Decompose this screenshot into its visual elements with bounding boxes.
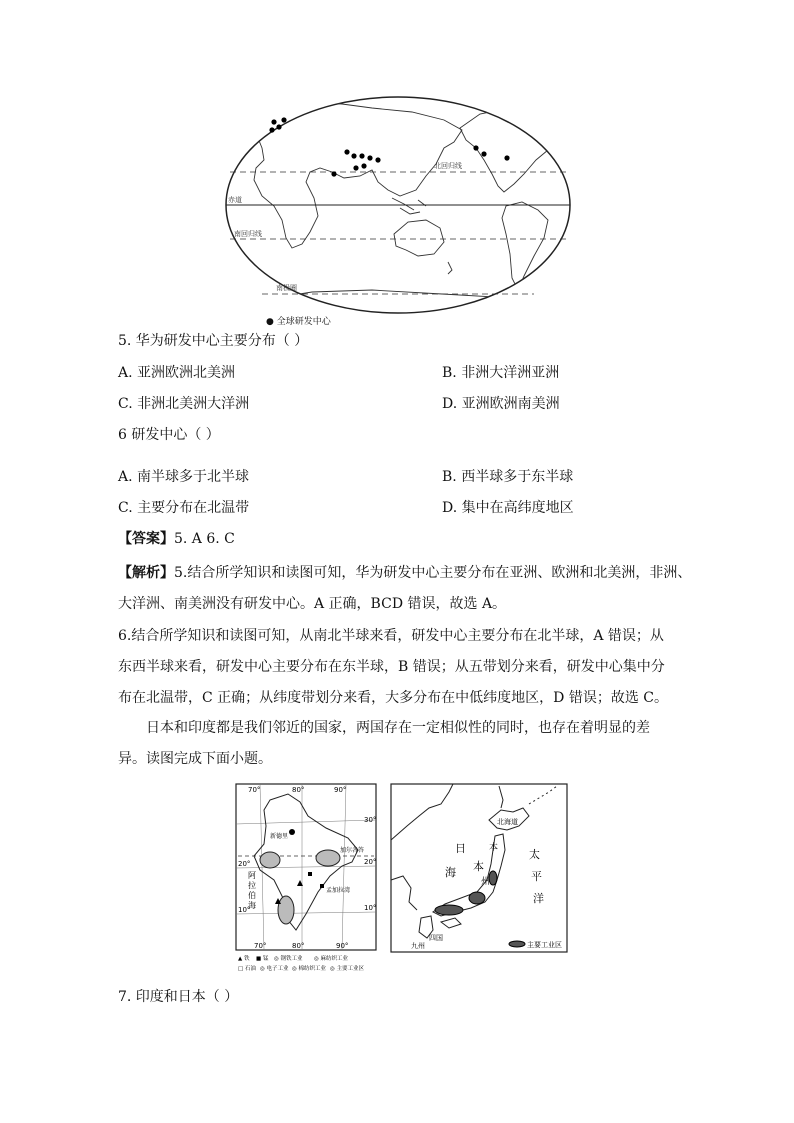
lat-left-20: 20° — [238, 860, 251, 868]
india-legend-manganese: ■ 锰 — [256, 956, 269, 962]
answer-line — [118, 529, 235, 549]
lat-left-10: 10° — [238, 906, 251, 914]
world-map-legend — [266, 314, 331, 327]
label-shikoku: 四国 — [429, 934, 443, 942]
answer-text: 5. A 6. C — [174, 531, 235, 547]
rd-center-dot — [351, 153, 356, 158]
rd-center-dot — [269, 127, 274, 132]
q5-stem: 5. 华为研发中心主要分布（ ） — [118, 333, 309, 349]
industrial-zone-mumbai — [260, 852, 280, 868]
analysis-line-1 — [118, 563, 691, 583]
india-legend-iron: ▲ 铁 — [238, 956, 250, 962]
intro-line-2: 异。读图完成下面小题。 — [118, 751, 272, 767]
india-legend-steel: ◎ 钢铁工业 — [274, 956, 303, 962]
world-map — [222, 94, 574, 316]
label-sea-of-japan-char: 海 — [445, 866, 456, 879]
city-kolkata: 加尔各答 — [340, 847, 365, 854]
industrial-zone-south — [278, 896, 294, 924]
q5-option-a: A. 亚洲欧洲北美洲 — [118, 365, 236, 381]
analysis-p2-line1: 6.结合所学知识和读图可知，从南北半球来看，研发中心主要分布在北半球，A 错误；从 — [118, 628, 664, 644]
q6-option-d: D. 集中在高纬度地区 — [442, 500, 574, 516]
q6-option-b: B. 西半球多于东半球 — [442, 469, 574, 485]
rd-center-dot — [281, 117, 286, 122]
japan-legend-label: 主要工业区 — [527, 941, 562, 949]
intro-line-1: 日本和印度都是我们邻近的国家，两国存在一定相似性的同时，也存在着明显的差 — [146, 720, 650, 736]
india-legend-jute: ◎ 麻纺织工业 — [314, 956, 349, 962]
industrial-belt-east — [469, 892, 485, 904]
industrial-belt-west — [435, 905, 463, 915]
rd-center-dot — [375, 157, 380, 162]
india-legend-cotton: ◎ 棉纺织工业 — [292, 966, 327, 972]
arabian-sea-char: 阿 — [248, 871, 256, 880]
rd-center-dot — [367, 155, 372, 160]
india-legend-oil: □ 石油 — [238, 966, 256, 972]
new-delhi-marker — [289, 829, 295, 835]
lon-top-80: 80° — [292, 786, 305, 794]
antarctic-circle-label: 南极圈 — [276, 284, 297, 292]
lat-right-30: 30° — [364, 816, 377, 824]
lon-bottom-80: 80° — [292, 942, 305, 950]
rd-center-dot — [359, 153, 364, 158]
q5-option-c: C. 非洲北美洲大洋洲 — [118, 396, 250, 412]
analysis-p2-line2: 东西半球来看，研发中心主要分布在东半球，B 错误；从五带划分来看，研发中心集中分 — [118, 659, 665, 675]
rd-center-dot — [344, 149, 349, 154]
rd-center-dot — [504, 155, 509, 160]
rd-center-dot — [361, 163, 366, 168]
rd-center-dot — [331, 171, 336, 176]
label-hokkaido: 北海道 — [497, 818, 518, 826]
arabian-sea-char: 拉 — [248, 881, 256, 890]
lon-bottom-90: 90° — [336, 942, 349, 950]
india-map-figure — [230, 780, 382, 976]
place-bay-of-bengal: 孟加拉湾 — [326, 887, 351, 894]
analysis-p1-line1: 5.结合所学知识和读图可知，华为研发中心主要分布在亚洲、欧洲和北美洲，非洲、 — [174, 565, 692, 581]
tropic-of-capricorn-label: 南回归线 — [234, 230, 262, 238]
analysis-p2-line3: 布在北温带，C 正确；从纬度带划分来看，大多分布在中低纬度地区，D 错误；故选 C。 — [118, 690, 668, 706]
label-sea-of-japan-char: 本 — [473, 860, 484, 873]
label-sea-of-japan-char: 日 — [455, 842, 466, 855]
arabian-sea-char: 伯 — [248, 891, 256, 900]
q6-option-a: A. 南半球多于北半球 — [118, 469, 250, 485]
label-honshu-char: 本 — [489, 843, 499, 853]
q6-stem: 6 研发中心（ ） — [118, 427, 220, 443]
rd-center-dot — [481, 151, 486, 156]
japan-legend-swatch — [509, 941, 525, 947]
industrial-belt-tokyo — [489, 871, 497, 885]
legend-dot-icon: ● — [266, 317, 274, 327]
world-map-legend-label: 全球研发中心 — [276, 317, 331, 327]
q6-option-c: C. 主要分布在北温带 — [118, 500, 250, 516]
lat-right-20: 20° — [364, 858, 377, 866]
manganese-symbol — [320, 884, 324, 888]
label-honshu-char: 州 — [481, 877, 491, 887]
lon-bottom-70: 70° — [254, 942, 267, 950]
rd-center-dot — [353, 165, 358, 170]
answer-tag: 【答案】 — [118, 531, 174, 547]
landmass-greenland — [282, 100, 300, 114]
lat-right-10: 10° — [364, 904, 377, 912]
label-pacific-char: 太 — [529, 848, 540, 861]
q5-option-b: B. 非洲大洋洲亚洲 — [442, 365, 560, 381]
analysis-p1-line2: 大洋洲、南美洲没有研发中心。A 正确，BCD 错误，故选 A。 — [118, 596, 507, 612]
label-kyushu: 九州 — [411, 942, 425, 950]
japan-map-figure — [389, 780, 571, 956]
japan-map — [389, 780, 571, 956]
lon-top-70: 70° — [248, 786, 261, 794]
label-pacific-char: 平 — [531, 870, 542, 883]
arabian-sea-char: 海 — [248, 901, 256, 910]
india-legend-industrial: ◎ 主要工业区 — [330, 966, 365, 972]
india-legend-electronics: ◎ 电子工业 — [260, 966, 289, 972]
lon-top-90: 90° — [334, 786, 347, 794]
tropic-of-cancer-label: 北回归线 — [434, 162, 462, 170]
india-map — [230, 780, 382, 976]
city-new-delhi: 新德里 — [270, 833, 289, 840]
analysis-tag: 【解析】 — [118, 565, 174, 581]
manganese-symbol — [308, 872, 312, 876]
label-pacific-char: 洋 — [533, 892, 544, 905]
rd-center-dot — [271, 119, 276, 124]
world-map-figure — [222, 94, 574, 330]
q5-option-d: D. 亚洲欧洲南美洲 — [442, 396, 560, 412]
rd-center-dot — [276, 124, 281, 129]
equator-label: 赤道 — [228, 196, 242, 204]
rd-center-dot — [473, 145, 478, 150]
industrial-zone-kolkata — [316, 850, 340, 866]
q7-stem: 7. 印度和日本（ ） — [118, 989, 239, 1005]
